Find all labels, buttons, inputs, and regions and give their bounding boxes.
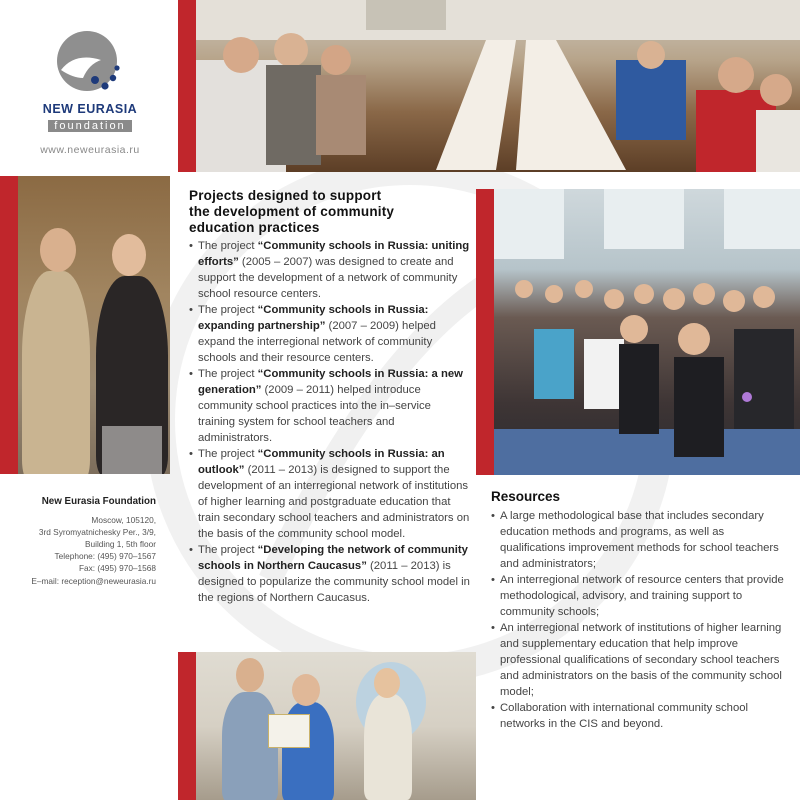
red-accent-bar-left [0,176,18,474]
red-accent-bar-top [178,0,196,172]
logo-subtitle: foundation [48,120,131,132]
project-description: (2011 – 2013) is designed to support the development of an interregional network of institutions of higher learning and postgraduate education that train secondary school teachers and administrators on the basis of the community school model. [198,464,470,540]
red-accent-bar-bottom [178,652,196,800]
award-photo [196,652,476,800]
project-description: (2007 – 2009) helped expand the interregional network of community schools and their resource centers. [198,320,436,364]
list-item: • An interregional network of institutions of higher learning and supplementary education that help improve professional qualifications of secondary school teachers and administrators on the basis of the community school model; [491,620,791,700]
list-item [189,542,471,606]
logo-mark-icon [55,30,125,96]
project-title: “Community schools in Russia: uniting efforts” [198,240,470,268]
red-accent-bar-right [476,189,494,475]
project-title: “Community schools in Russia: a new generation” [198,368,463,396]
project-description: (2005 – 2007) was designed to create and support the development of a network of community school resource centers. [198,256,458,300]
conference-photo [196,0,800,172]
resources-list [491,508,791,732]
website-link[interactable]: www.neweurasia.ru [40,144,140,156]
email[interactable]: E–mail: reception@neweurasia.ru [31,575,156,586]
conference-scene-graphic [196,0,800,172]
projects-list [189,238,471,606]
projects-heading-line2: the development of community [189,204,395,219]
project-prefix: The project [198,304,258,316]
list-item [189,238,471,302]
address-line: Building 1, 5th floor [84,539,156,550]
list-item [189,366,471,446]
list-item: • An interregional network of resource centers that provide methodological, advisory, and training support to community schools; [491,572,791,620]
project-prefix: The project [198,544,258,556]
list-item: • Collaboration with international community school networks in the CIS and beyond. [491,700,791,732]
project-description: (2011 – 2013) is designed to popularize the community school model in the regions of Northern Caucasus. [198,560,470,604]
resources-section [491,489,791,732]
projects-heading-line1: Projects designed to support [189,188,382,203]
foundation-logo [30,30,150,170]
project-title: “Community schools in Russia: an outlook” [198,448,445,476]
contact-info [20,496,156,587]
telephone: Telephone: (495) 970–1567 [54,551,156,562]
resources-heading: Resources [491,489,561,504]
organization-name: New Eurasia Foundation [41,496,156,507]
list-item: • A large methodological base that includes secondary education methods and programs, as well as qualifications improvement methods for school teachers and administrators; [491,508,791,572]
list-item [189,446,471,542]
projects-section [189,188,471,606]
project-prefix: The project [198,368,258,380]
project-title: “Community schools in Russia: expanding partnership” [198,304,429,332]
project-description: (2009 – 2011) helped introduce community school practices into the in–service training system for school teachers and administrators. [198,384,431,444]
list-item [189,302,471,366]
portrait-photo-two-people [18,176,170,474]
address-line: Moscow, 105120, [91,515,156,526]
schoolchildren-photo [494,189,800,475]
projects-heading [189,188,471,236]
fax: Fax: (495) 970–1568 [78,563,156,574]
project-prefix: The project [198,448,258,460]
project-title: “Developing the network of community schools in Northern Caucasus” [198,544,468,572]
address-line: 3rd Syromyatnichesky Per., 3/9, [38,527,156,538]
classroom-scene-graphic [494,189,800,475]
logo-name: NEW EURASIA [42,102,138,116]
project-prefix: The project [198,240,258,252]
projects-heading-line3: education practices [189,220,320,235]
